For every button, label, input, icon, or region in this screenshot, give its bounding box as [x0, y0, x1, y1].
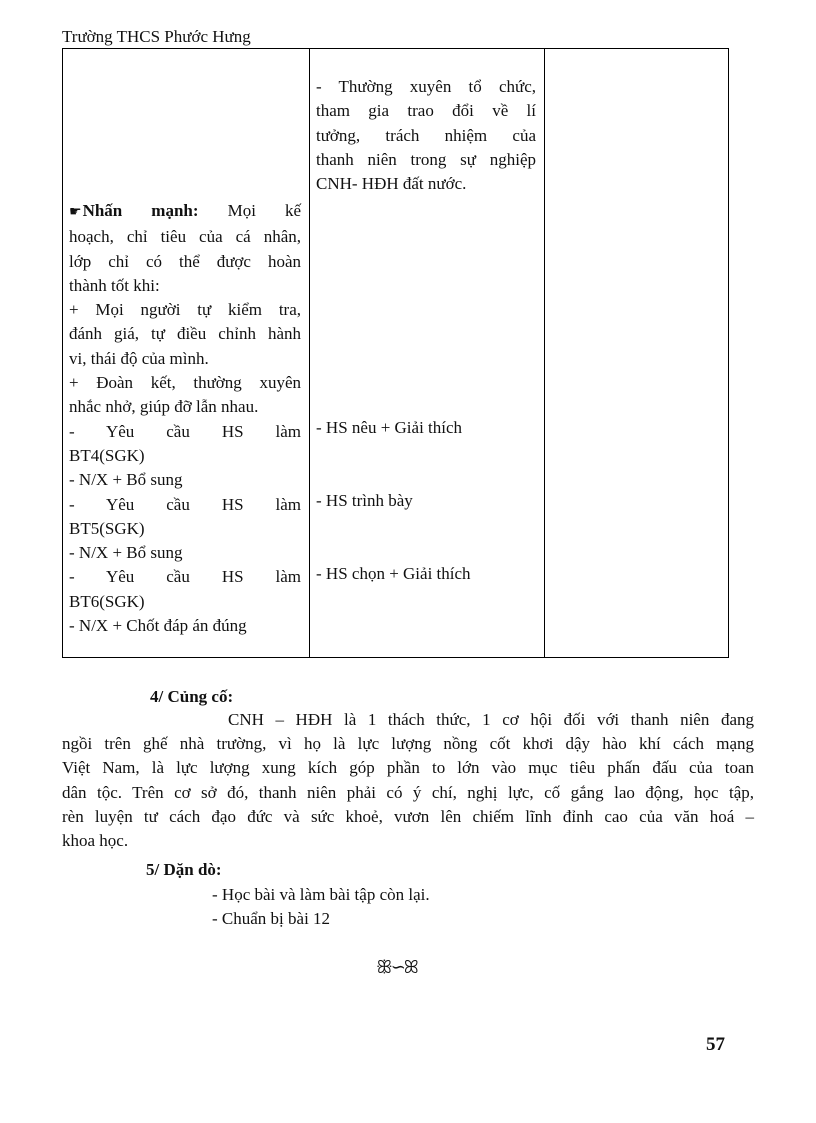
text-line: BT5(SGK) [69, 518, 145, 538]
student-response-bt5: - HS trình bày [316, 491, 413, 510]
consolidation-paragraph [62, 708, 754, 853]
column-divider [309, 49, 310, 657]
lesson-table [62, 48, 729, 658]
text-line: - Yêu cầu HS làm [69, 494, 301, 514]
text-line: - Yêu cầu HS làm [69, 567, 301, 587]
paragraph-line: ngồi trên ghế nhà trường, vì họ là lực lượng nồng cốt khơi dậy hào khí cách mạng [62, 734, 754, 754]
text-line: BT6(SGK) [69, 591, 145, 611]
text-line: CNH- HĐH đất nước. [316, 174, 467, 194]
text-line: - N/X + Bổ sung [69, 543, 183, 563]
text-line: - Yêu cầu HS làm [69, 421, 301, 441]
paragraph-line: khoa học. [62, 831, 129, 851]
text-line: thành tốt khi: [69, 275, 160, 295]
text-line: - N/X + Bổ sung [69, 470, 183, 490]
homework-list [212, 883, 430, 931]
consolidation-title: 4/ Củng cố: [150, 687, 234, 706]
text-line: tham gia trao đổi về lí [316, 101, 536, 121]
paragraph-line: Việt Nam, là lực lượng xung kích góp phần to lớn vào mục tiêu phấn đấu của toan [62, 758, 754, 778]
homework-item: - Học bài và làm bài tập còn lại. [212, 885, 430, 904]
pointing-hand-icon: ☛ [69, 205, 82, 220]
emphasis-label: Nhấn mạnh: [82, 201, 199, 220]
homework-item: - Chuẩn bị bài 12 [212, 909, 331, 928]
paragraph-line: CNH – HĐH là 1 thách thức, 1 cơ hội đối với thanh niên đang [228, 710, 754, 729]
student-activity-intro [316, 75, 536, 196]
teacher-activity [69, 199, 301, 638]
text-line: nhắc nhở, giúp đỡ lẫn nhau. [69, 397, 259, 417]
text-line: - Thường xuyên tổ chức, [316, 77, 536, 96]
homework-title: 5/ Dặn dò: [146, 860, 222, 879]
text-fragment: Mọi kế [198, 201, 301, 220]
text-line: thanh niên trong sự nghiệp [316, 149, 536, 169]
ornament-divider: ꕥ∽ꕤ [376, 957, 417, 978]
student-response-bt4: - HS nêu + Giải thích [316, 418, 463, 437]
text-line: vi, thái độ của mình. [69, 348, 209, 368]
text-line: đánh giá, tự điều chỉnh hành [69, 324, 301, 344]
text-line: tưởng, trách nhiệm của [316, 125, 536, 145]
emphasis-line [69, 199, 301, 225]
text-line: lớp chỉ có thể được hoàn [69, 251, 301, 271]
paragraph-line: dân tộc. Trên cơ sở đó, thanh niên phải có ý chí, nghị lực, cố gắng lao động, học tập, [62, 782, 754, 802]
text-line: hoạch, chỉ tiêu của cá nhân, [69, 227, 301, 247]
text-line: + Đoàn kết, thường xuyên [69, 373, 301, 393]
page-header-school: Trường THCS Phước Hưng [62, 27, 251, 46]
text-line: BT4(SGK) [69, 445, 145, 465]
text-line: + Mọi người tự kiểm tra, [69, 300, 301, 320]
column-divider [544, 49, 545, 657]
paragraph-line: rèn luyện tư cách đạo đức và sức khoẻ, vươn lên chiếm lĩnh đỉnh cao của văn hoá – [62, 806, 754, 826]
page-number: 57 [706, 1034, 725, 1055]
text-line: - N/X + Chốt đáp án đúng [69, 616, 247, 636]
student-response-bt6: - HS chọn + Giải thích [316, 564, 471, 583]
